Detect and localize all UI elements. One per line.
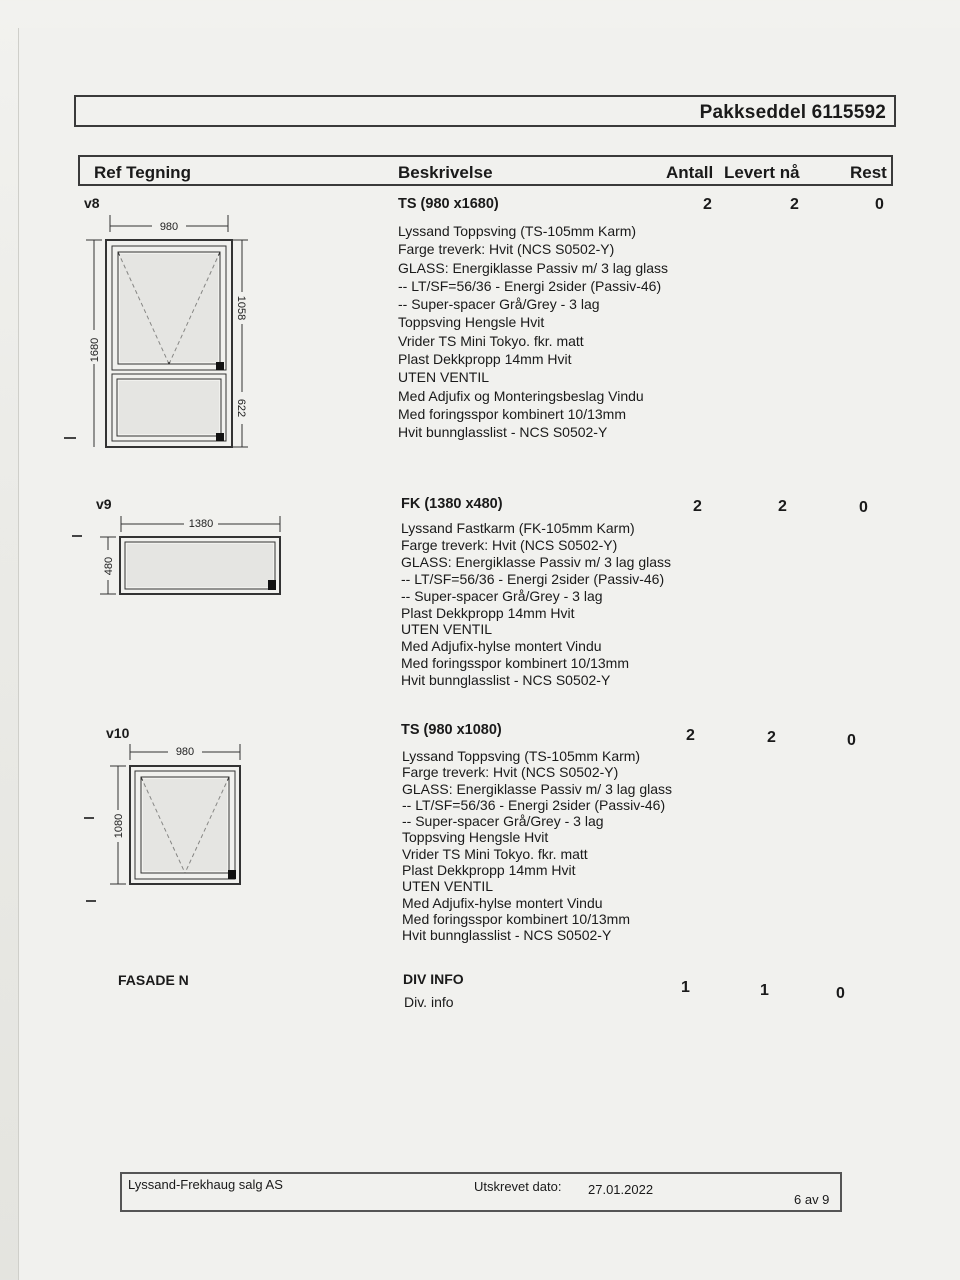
- description-line: -- Super-spacer Grå/Grey - 3 lag: [398, 296, 600, 313]
- description-line: Lyssand Fastkarm (FK-105mm Karm): [401, 520, 635, 536]
- description-line: Lyssand Toppsving (TS-105mm Karm): [402, 748, 641, 764]
- item-code: DIV INFO: [403, 971, 464, 987]
- description-line: UTEN VENTIL: [401, 621, 493, 638]
- footer-company: Lyssand-Frekhaug salg AS: [128, 1177, 283, 1192]
- description-line: Plast Dekkpropp 14mm Hvit: [402, 862, 576, 879]
- description-line: GLASS: Energiklasse Passiv m/ 3 lag glass: [398, 259, 669, 276]
- description-line: Med Adjufix-hylse montert Vindu: [401, 638, 602, 655]
- description-line: -- LT/SF=56/36 - Energi 2sider (Passiv-46): [402, 796, 666, 813]
- column-beskrivelse: Beskrivelse: [398, 163, 493, 182]
- description-line: Hvit bunnglasslist - NCS S0502-Y: [402, 927, 612, 944]
- document-title: Pakkseddel 6115592: [699, 102, 886, 123]
- item-ref: FASADE N: [118, 972, 189, 988]
- column-header-row: [78, 155, 893, 186]
- window-drawing-v10: [106, 740, 246, 890]
- item-ref: v8: [84, 195, 100, 211]
- dim-height-label: 1080: [113, 813, 125, 839]
- item-description: [398, 222, 668, 442]
- item-levert: 1: [760, 982, 769, 999]
- description-line: Med Adjufix og Monteringsbeslag Vindu: [398, 387, 644, 404]
- document-header: [74, 95, 896, 127]
- column-rest: Rest: [850, 163, 887, 182]
- description-line: -- LT/SF=56/36 - Energi 2sider (Passiv-46): [398, 277, 662, 294]
- item-code: TS (980 x1080): [401, 722, 502, 738]
- column-antall: Antall: [666, 163, 714, 182]
- item-description: [404, 993, 454, 1011]
- description-line: GLASS: Energiklasse Passiv m/ 3 lag glass: [402, 780, 673, 797]
- description-line: Med foringsspor kombinert 10/13mm: [398, 405, 626, 422]
- description-line: Lyssand Toppsving (TS-105mm Karm): [398, 223, 637, 239]
- footer-printed-date: 27.01.2022: [588, 1182, 654, 1197]
- description-line: Hvit bunnglasslist - NCS S0502-Y: [398, 424, 608, 441]
- footer-page-number: 6 av 9: [794, 1192, 830, 1207]
- item-levert: 2: [767, 729, 776, 746]
- description-line: Farge treverk: Hvit (NCS S0502-Y): [401, 536, 618, 553]
- description-line: -- Super-spacer Grå/Grey - 3 lag: [401, 587, 603, 604]
- column-levert-na: Levert nå: [724, 163, 800, 182]
- description-line: Toppsving Hengsle Hvit: [402, 829, 549, 846]
- item-antall: 2: [686, 727, 695, 744]
- dim-width-label: 980: [175, 746, 195, 758]
- item-antall: 1: [681, 979, 690, 996]
- dim-width-label: 980: [159, 221, 179, 233]
- description-line: Farge treverk: Hvit (NCS S0502-Y): [398, 241, 615, 258]
- description-line: Div. info: [404, 994, 454, 1010]
- dim-lower-label: 622: [235, 398, 247, 418]
- item-antall: 2: [693, 498, 702, 515]
- dim-height-label: 480: [103, 556, 115, 576]
- item-ref: v10: [106, 725, 130, 741]
- item-levert: 2: [778, 498, 787, 515]
- margin-mark: [86, 900, 96, 902]
- description-line: Toppsving Hengsle Hvit: [398, 314, 545, 331]
- item-rest: 0: [836, 985, 845, 1002]
- description-line: Farge treverk: Hvit (NCS S0502-Y): [402, 764, 619, 781]
- item-description: [402, 748, 672, 944]
- description-line: Med foringsspor kombinert 10/13mm: [402, 910, 630, 927]
- window-drawing-v9: [96, 512, 286, 602]
- margin-mark: [72, 535, 82, 537]
- item-rest: 0: [859, 499, 868, 516]
- dim-height-label: 1680: [89, 337, 101, 363]
- item-code: TS (980 x1680): [398, 196, 499, 212]
- description-line: Plast Dekkpropp 14mm Hvit: [398, 351, 572, 368]
- description-line: GLASS: Energiklasse Passiv m/ 3 lag glass: [401, 553, 672, 570]
- document-footer: [120, 1172, 842, 1212]
- description-line: Plast Dekkpropp 14mm Hvit: [401, 604, 575, 621]
- footer-printed-label: Utskrevet dato:: [474, 1179, 562, 1194]
- dim-upper-label: 1058: [235, 295, 247, 321]
- margin-mark: [84, 817, 94, 819]
- margin-mark: [64, 437, 76, 439]
- description-line: -- Super-spacer Grå/Grey - 3 lag: [402, 813, 604, 830]
- description-line: Vrider TS Mini Tokyo. fkr. matt: [398, 332, 584, 349]
- item-description: [401, 520, 671, 689]
- description-line: -- LT/SF=56/36 - Energi 2sider (Passiv-46): [401, 570, 665, 587]
- description-line: UTEN VENTIL: [398, 369, 490, 386]
- description-line: Med foringsspor kombinert 10/13mm: [401, 655, 629, 672]
- item-levert: 2: [790, 196, 799, 213]
- item-rest: 0: [847, 732, 856, 749]
- description-line: Med Adjufix-hylse montert Vindu: [402, 894, 603, 911]
- item-rest: 0: [875, 196, 884, 213]
- description-line: UTEN VENTIL: [402, 878, 494, 895]
- window-drawing-v8: [82, 212, 262, 457]
- column-ref-tegning: Ref Tegning: [94, 163, 191, 182]
- dim-width-label: 1380: [188, 518, 214, 530]
- description-line: Hvit bunnglasslist - NCS S0502-Y: [401, 672, 611, 689]
- item-code: FK (1380 x480): [401, 496, 503, 512]
- item-antall: 2: [703, 196, 712, 213]
- description-line: Vrider TS Mini Tokyo. fkr. matt: [402, 845, 588, 862]
- item-ref: v9: [96, 496, 112, 512]
